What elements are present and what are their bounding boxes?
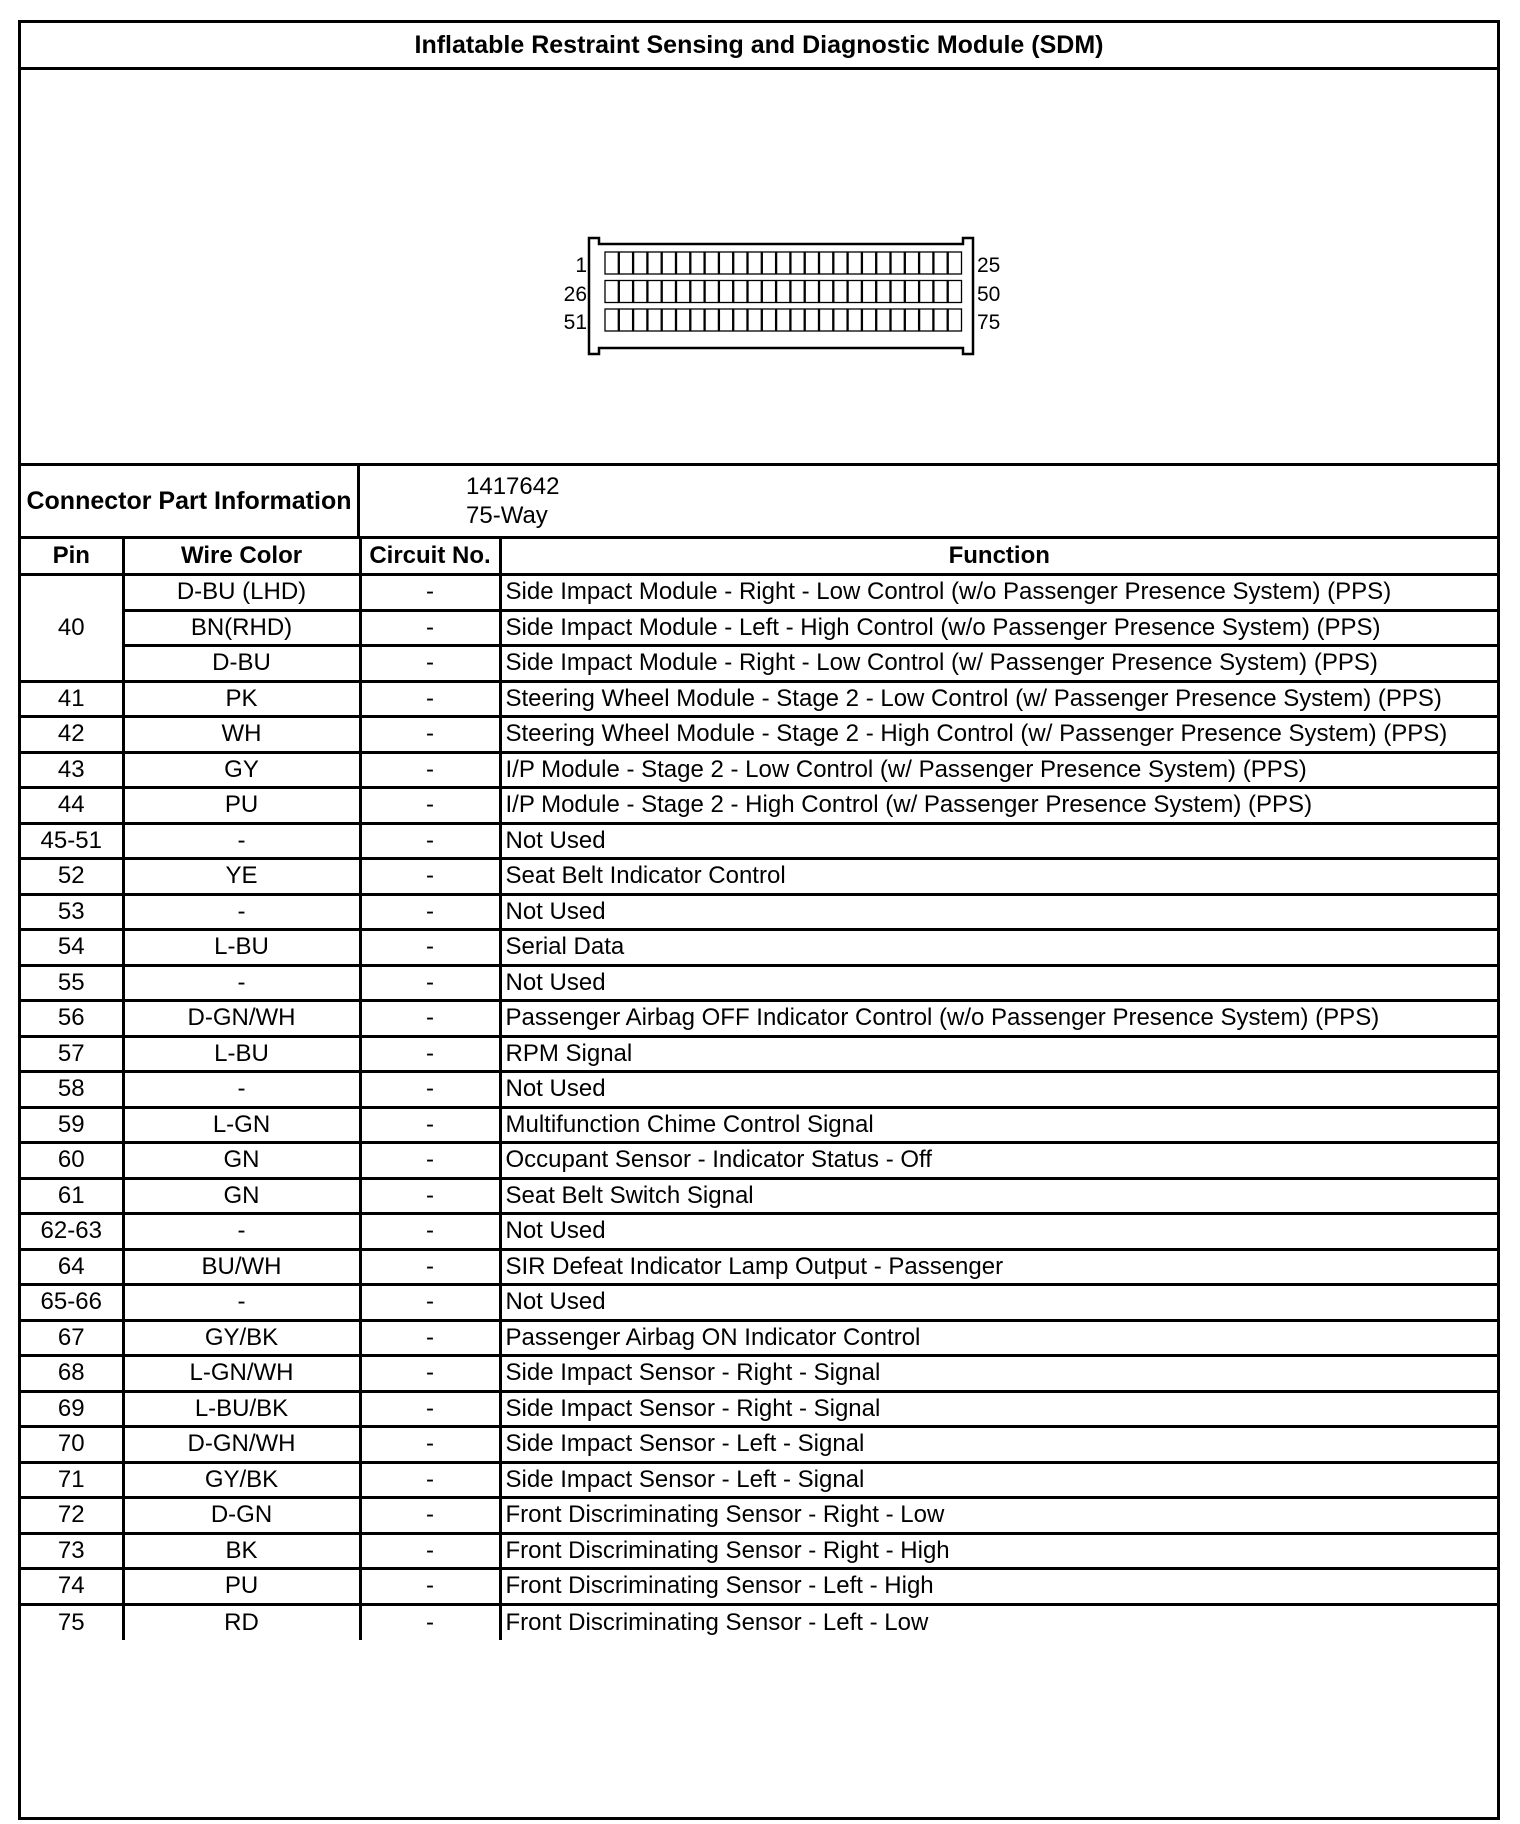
wire-color-cell: GY/BK [123,1462,360,1498]
pin-cavity [820,252,833,274]
wire-color-cell: PU [123,788,360,824]
pin-cavity [948,252,961,274]
pin-cavity [691,252,704,274]
pin-cavity [877,309,890,331]
connector-sheet [18,20,1500,1820]
pin-cell: 71 [21,1462,123,1498]
pin-cavity [777,309,790,331]
wire-color-cell: L-GN [123,1107,360,1143]
pin-cavity [877,252,890,274]
circuit-cell: - [360,1249,500,1285]
wire-color-cell: - [123,1214,360,1250]
pin-cell: 59 [21,1107,123,1143]
pin-cavity [605,252,618,274]
function-cell: Not Used [500,1285,1497,1321]
pin-cavity [634,252,647,274]
function-cell: Seat Belt Indicator Control [500,859,1497,895]
pin-cavity [791,309,804,331]
table-row [21,1462,1497,1498]
table-row [21,1107,1497,1143]
pin-cavity [719,252,732,274]
wire-color-cell: - [123,823,360,859]
pin-cavity [920,309,933,331]
pin-cavity [619,309,632,331]
table-row [21,930,1497,966]
header-circuit-no: Circuit No. [360,539,500,575]
pin-cavity [891,309,904,331]
pin-cavity [734,309,747,331]
function-cell: Side Impact Sensor - Left - Signal [500,1427,1497,1463]
pin-cavity [848,309,861,331]
pin-cavity [677,281,690,303]
wire-color-cell: GY/BK [123,1320,360,1356]
pin-cavity [705,281,718,303]
wire-color-cell: PU [123,1569,360,1605]
pin-cavity [820,309,833,331]
table-row [21,646,1497,682]
circuit-cell: - [360,1391,500,1427]
function-cell: Side Impact Sensor - Right - Signal [500,1391,1497,1427]
table-row [21,1214,1497,1250]
table-row [21,1143,1497,1179]
part-number: 1417642 [466,473,560,500]
wire-color-cell: YE [123,859,360,895]
pin-cell: 67 [21,1320,123,1356]
circuit-cell: - [360,1178,500,1214]
table-row [21,1427,1497,1463]
circuit-cell: - [360,752,500,788]
pin-cavity [662,252,675,274]
function-cell: Seat Belt Switch Signal [500,1178,1497,1214]
pin-cavity [762,309,775,331]
function-cell: Multifunction Chime Control Signal [500,1107,1497,1143]
wire-color-cell: D-BU [123,646,360,682]
circuit-cell: - [360,1533,500,1569]
circuit-cell: - [360,681,500,717]
table-row [21,575,1497,611]
pin-cavity [648,309,661,331]
function-cell: Passenger Airbag ON Indicator Control [500,1320,1497,1356]
pin-cavity [734,252,747,274]
wire-color-cell: D-GN [123,1498,360,1534]
pin-cavity [934,281,947,303]
table-row [21,1604,1497,1640]
pin-cavity [905,309,918,331]
circuit-cell: - [360,1072,500,1108]
pin-cavity [777,281,790,303]
function-cell: Side Impact Sensor - Left - Signal [500,1462,1497,1498]
circuit-cell: - [360,930,500,966]
wire-color-cell: GN [123,1143,360,1179]
pin-cavity [834,252,847,274]
pin-cell: 43 [21,752,123,788]
circuit-cell: - [360,1285,500,1321]
pin-cavity [748,281,761,303]
pin-cavity [848,252,861,274]
function-cell: I/P Module - Stage 2 - High Control (w/ Passenger Presence System) (PPS) [500,788,1497,824]
pin-cavity [605,281,618,303]
pin-cavity [805,281,818,303]
header-function: Function [500,539,1497,575]
pin-cavity [677,309,690,331]
pin-label-1: 1 [575,254,587,277]
pin-cavity [762,281,775,303]
pin-cell: 44 [21,788,123,824]
pin-cavity [691,281,704,303]
circuit-cell: - [360,1498,500,1534]
function-cell: Side Impact Module - Left - High Control (w/o Passenger Presence System) (PPS) [500,610,1497,646]
wire-color-cell: - [123,1285,360,1321]
table-row [21,610,1497,646]
connector-part-info [21,466,1497,539]
wire-color-cell: BN(RHD) [123,610,360,646]
part-info-label: Connector Part Information [21,466,360,536]
table-row [21,752,1497,788]
function-cell: Occupant Sensor - Indicator Status - Off [500,1143,1497,1179]
pin-cell: 57 [21,1036,123,1072]
table-row [21,1072,1497,1108]
pin-cell: 56 [21,1001,123,1037]
pin-label-75: 75 [977,311,1001,334]
pin-cell: 74 [21,1569,123,1605]
circuit-cell: - [360,717,500,753]
circuit-cell: - [360,965,500,1001]
wire-color-cell: - [123,1072,360,1108]
pin-cavity [662,281,675,303]
pin-cell: 40 [21,575,123,682]
pin-cavity [905,281,918,303]
pin-cell: 75 [21,1604,123,1640]
wire-color-cell: WH [123,717,360,753]
pin-label-50: 50 [977,283,1001,306]
circuit-cell: - [360,1001,500,1037]
circuit-cell: - [360,788,500,824]
pin-cavity [834,309,847,331]
pin-cell: 64 [21,1249,123,1285]
pin-cavity [619,281,632,303]
wire-color-cell: L-BU [123,930,360,966]
function-cell: Not Used [500,1072,1497,1108]
table-row [21,859,1497,895]
wire-color-cell: BK [123,1533,360,1569]
function-cell: Side Impact Sensor - Right - Signal [500,1356,1497,1392]
circuit-cell: - [360,1427,500,1463]
connector-way-count: 75-Way [466,502,548,529]
pin-grid [605,252,962,331]
pin-cell: 41 [21,681,123,717]
table-header-row [21,539,1497,575]
table-row [21,1391,1497,1427]
table-row [21,788,1497,824]
pin-cavity [948,309,961,331]
pin-cavity [719,281,732,303]
pin-cavity [691,309,704,331]
circuit-cell: - [360,859,500,895]
pin-cavity [748,309,761,331]
function-cell: Not Used [500,1214,1497,1250]
pin-cavity [805,252,818,274]
function-cell: RPM Signal [500,1036,1497,1072]
page-title: Inflatable Restraint Sensing and Diagnostic Module (SDM) [21,23,1497,70]
pin-cavity [662,309,675,331]
pin-label-25: 25 [977,254,1001,277]
pin-cavity [877,281,890,303]
table-row [21,965,1497,1001]
pin-cell: 70 [21,1427,123,1463]
function-cell: Steering Wheel Module - Stage 2 - Low Control (w/ Passenger Presence System) (PPS) [500,681,1497,717]
function-cell: Front Discriminating Sensor - Left - Low [500,1604,1497,1640]
wire-color-cell: PK [123,681,360,717]
pin-cavity [748,252,761,274]
circuit-cell: - [360,646,500,682]
table-row [21,1178,1497,1214]
pin-cavity [920,281,933,303]
function-cell: Not Used [500,894,1497,930]
table-row [21,894,1497,930]
wire-color-cell: GY [123,752,360,788]
function-cell: Not Used [500,965,1497,1001]
pin-cavity [705,252,718,274]
pin-cavity [805,309,818,331]
table-row [21,717,1497,753]
circuit-cell: - [360,1569,500,1605]
function-cell: Passenger Airbag OFF Indicator Control (w/o Passenger Presence System) (PPS) [500,1001,1497,1037]
pin-table [21,539,1497,1640]
pin-cell: 55 [21,965,123,1001]
pin-cavity [791,252,804,274]
pin-cavity [634,281,647,303]
table-row [21,823,1497,859]
circuit-cell: - [360,1356,500,1392]
function-cell: Serial Data [500,930,1497,966]
table-row [21,1249,1497,1285]
pin-cell: 68 [21,1356,123,1392]
connector-face-icon [551,230,1011,370]
pin-cavity [719,309,732,331]
function-cell: SIR Defeat Indicator Lamp Output - Passenger [500,1249,1497,1285]
wire-color-cell: D-GN/WH [123,1427,360,1463]
table-row [21,1036,1497,1072]
pin-cavity [734,281,747,303]
function-cell: I/P Module - Stage 2 - Low Control (w/ Passenger Presence System) (PPS) [500,752,1497,788]
wire-color-cell: - [123,894,360,930]
pin-cavity [834,281,847,303]
header-pin: Pin [21,539,123,575]
circuit-cell: - [360,1143,500,1179]
pin-cell: 52 [21,859,123,895]
pin-cell: 62-63 [21,1214,123,1250]
function-cell: Side Impact Module - Right - Low Control (w/ Passenger Presence System) (PPS) [500,646,1497,682]
table-row [21,1569,1497,1605]
pin-cavity [920,252,933,274]
pin-cavity [862,281,875,303]
pin-cell: 42 [21,717,123,753]
pin-cell: 53 [21,894,123,930]
table-row [21,1533,1497,1569]
pin-cell: 65-66 [21,1285,123,1321]
pin-cavity [605,309,618,331]
pin-cavity [648,252,661,274]
table-row [21,1498,1497,1534]
pin-cavity [791,281,804,303]
pin-cavity [862,252,875,274]
circuit-cell: - [360,610,500,646]
pin-cell: 54 [21,930,123,966]
pin-cavity [948,281,961,303]
pin-cell: 58 [21,1072,123,1108]
header-wire-color: Wire Color [123,539,360,575]
pin-cavity [848,281,861,303]
pin-cell: 61 [21,1178,123,1214]
function-cell: Front Discriminating Sensor - Left - High [500,1569,1497,1605]
circuit-cell: - [360,1462,500,1498]
wire-color-cell: L-GN/WH [123,1356,360,1392]
circuit-cell: - [360,1036,500,1072]
wire-color-cell: L-BU/BK [123,1391,360,1427]
pin-cavity [891,252,904,274]
pin-cell: 60 [21,1143,123,1179]
wire-color-cell: L-BU [123,1036,360,1072]
wire-color-cell: D-BU (LHD) [123,575,360,611]
wire-color-cell: BU/WH [123,1249,360,1285]
circuit-cell: - [360,823,500,859]
pin-label-26: 26 [563,283,587,306]
circuit-cell: - [360,1107,500,1143]
wire-color-cell: D-GN/WH [123,1001,360,1037]
pin-cavity [648,281,661,303]
wire-color-cell: GN [123,1178,360,1214]
pin-cell: 73 [21,1533,123,1569]
table-row [21,1356,1497,1392]
pin-cell: 72 [21,1498,123,1534]
pin-cavity [820,281,833,303]
function-cell: Not Used [500,823,1497,859]
pin-cavity [891,281,904,303]
table-row [21,1320,1497,1356]
circuit-cell: - [360,1604,500,1640]
wire-color-cell: RD [123,1604,360,1640]
function-cell: Side Impact Module - Right - Low Control (w/o Passenger Presence System) (PPS) [500,575,1497,611]
pin-cavity [634,309,647,331]
circuit-cell: - [360,575,500,611]
pin-label-51: 51 [563,311,587,334]
pin-cavity [934,252,947,274]
pin-cell: 45-51 [21,823,123,859]
table-row [21,1001,1497,1037]
function-cell: Front Discriminating Sensor - Right - High [500,1533,1497,1569]
pin-cavity [677,252,690,274]
function-cell: Steering Wheel Module - Stage 2 - High Control (w/ Passenger Presence System) (PPS) [500,717,1497,753]
pin-cavity [762,252,775,274]
pin-cavity [619,252,632,274]
table-row [21,681,1497,717]
circuit-cell: - [360,1214,500,1250]
pin-cavity [777,252,790,274]
function-cell: Front Discriminating Sensor - Right - Low [500,1498,1497,1534]
pin-cavity [934,309,947,331]
circuit-cell: - [360,1320,500,1356]
pin-cavity [905,252,918,274]
connector-diagram [21,70,1497,466]
table-row [21,1285,1497,1321]
pin-cavity [705,309,718,331]
pin-cell: 69 [21,1391,123,1427]
wire-color-cell: - [123,965,360,1001]
circuit-cell: - [360,894,500,930]
part-info-values [360,466,559,536]
pin-cavity [862,309,875,331]
